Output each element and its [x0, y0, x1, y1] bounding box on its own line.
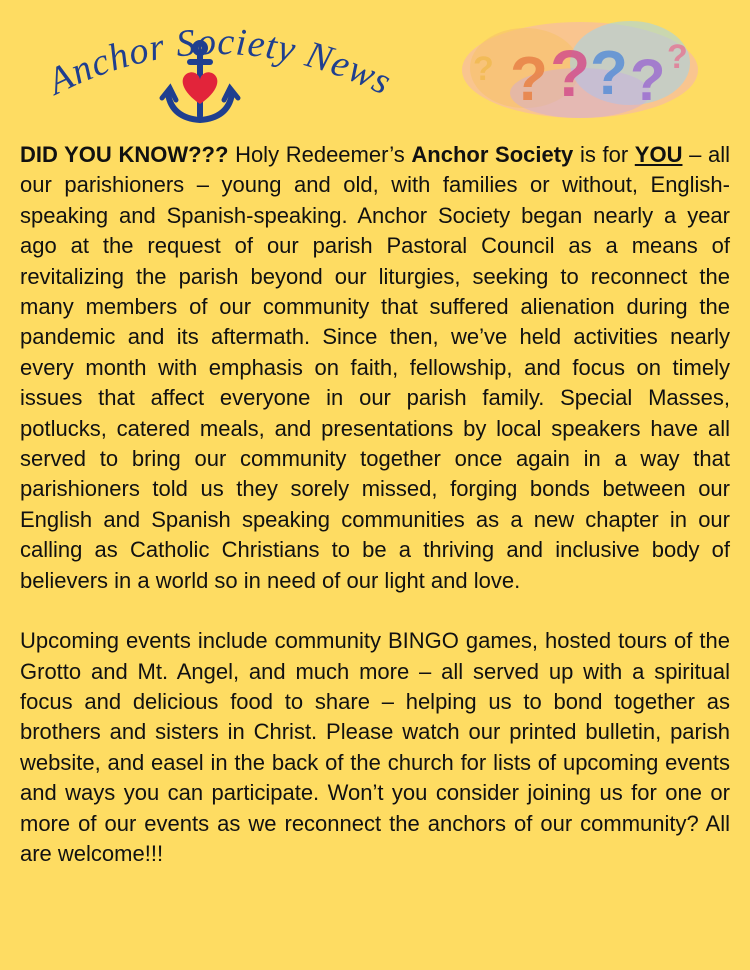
- article-body: [20, 140, 730, 869]
- svg-text:?: ?: [667, 38, 688, 76]
- title-logo: [20, 8, 440, 138]
- intro-text-3: – all our parishioners – young and old, with families or without, English-speaking and Spanish-speaking. Anchor Society began nearly a year ago at the request of our parish Pastoral Council as a means of revitalizing the parish beyond our liturgies, seeking to reconnect the many members of our community that suffered alienation during the pandemic and its aftermath. Since then, we’ve held activities nearly every month with emphasis on faith, fellowship, and focus on timely issues that affect everyone in our parish family. Special Masses, potlucks, catered meals, and presentations by local speakers have all served to bring our community together once again in a way that parishioners told us they sorely missed, forging bonds between our English and Spanish speaking communities as a new chapter in our calling as Catholic Christians to be a thriving and inclusive body of believers in a world so in need of our light and love.: [20, 142, 730, 593]
- did-you-know-lead: DID YOU KNOW???: [20, 142, 229, 167]
- anchor-society-name: Anchor Society: [411, 142, 574, 167]
- svg-text:?: ?: [590, 39, 628, 108]
- intro-text-2: is for: [573, 142, 635, 167]
- question-marks-art: [455, 8, 705, 128]
- svg-text:?: ?: [473, 50, 494, 88]
- header: [0, 0, 750, 140]
- paragraph-events: Upcoming events include community BINGO games, hosted tours of the Grotto and Mt. Angel, and much more – all served up with a spiritual focus and delicious food to share – helping us to bond together as brothers and sisters in Christ. Please watch our printed bulletin, parish website, and easel in the back of the church for lists of upcoming events and ways you can participate. Won’t you consider joining us for one or more of our events as we reconnect the anchors of our community? All are welcome!!!: [20, 628, 730, 866]
- svg-text:?: ?: [630, 48, 666, 113]
- paragraph-intro: [20, 140, 730, 596]
- intro-text: Holy Redeemer’s: [228, 142, 412, 167]
- svg-text:?: ?: [510, 45, 548, 114]
- newsletter-title: Anchor Society News: [41, 20, 399, 104]
- you-emphasis: YOU: [634, 142, 683, 167]
- svg-text:?: ?: [550, 36, 591, 110]
